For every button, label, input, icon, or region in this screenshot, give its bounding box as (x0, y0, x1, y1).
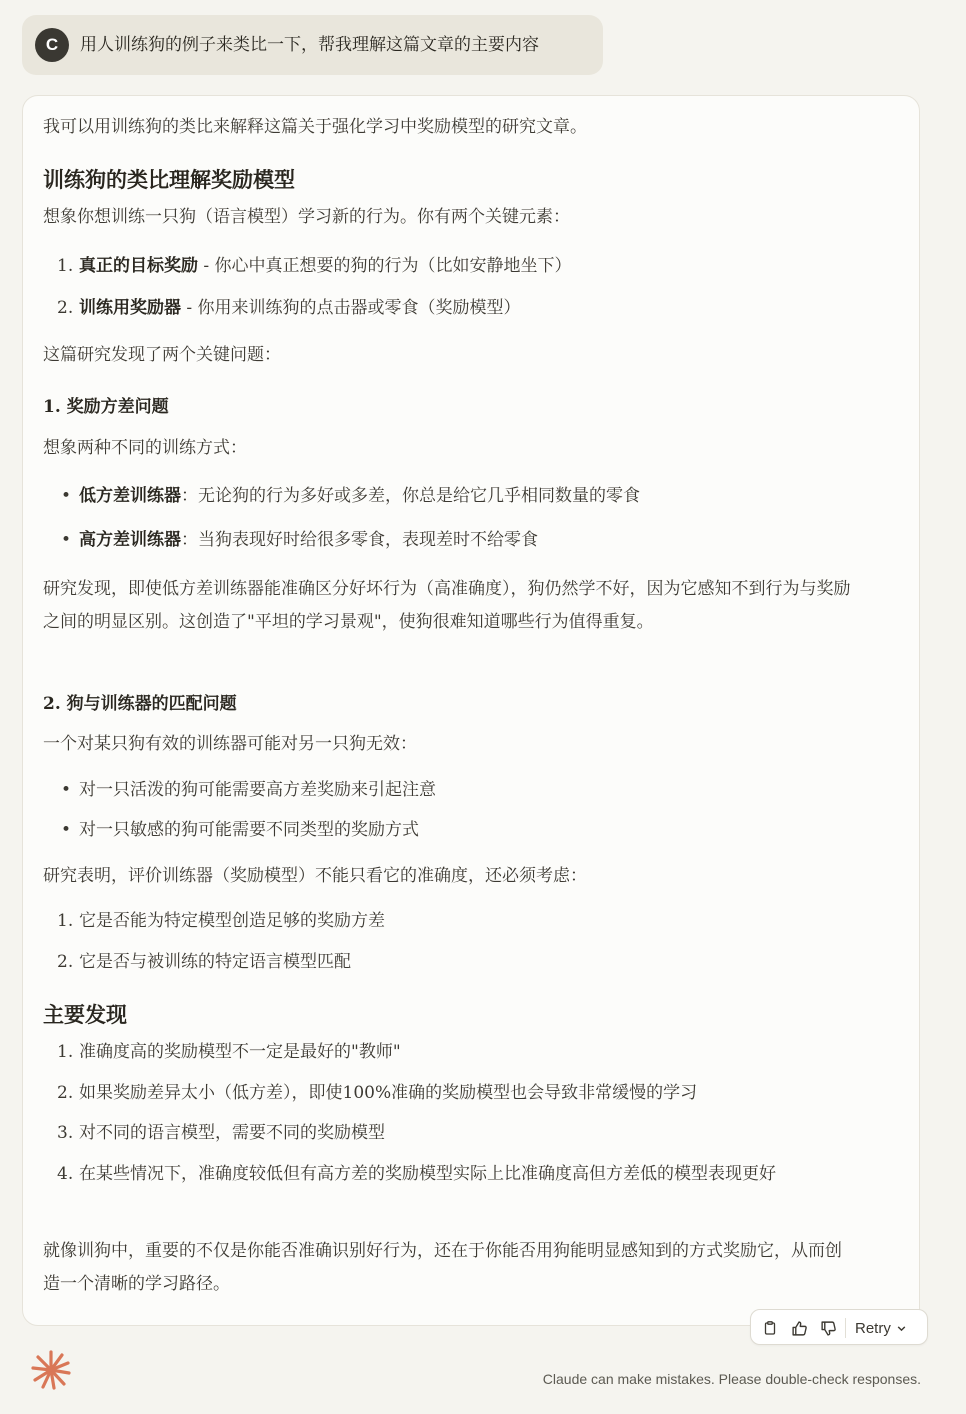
issue1-intro: 想象两种不同的训练方式： (43, 438, 247, 458)
bullet-text: 对一只活泼的狗可能需要高方差奖励来引起注意 (79, 780, 436, 800)
list-number: 2. (57, 952, 74, 972)
message-action-bar (750, 1309, 928, 1345)
list-item-bold: 真正的目标奖励 (79, 256, 198, 276)
disclaimer-text: Claude can make mistakes. Please double-check responses. (542, 1371, 921, 1387)
list-item-bold: 训练用奖励器 (79, 298, 181, 318)
list-number: 4. (57, 1164, 74, 1184)
bullet-bold: 高方差训练器 (79, 530, 181, 550)
bullet-bold: 低方差训练器 (79, 486, 181, 506)
user-message-bubble (22, 15, 603, 75)
clipboard-icon (762, 1320, 778, 1336)
thumbs-down-button[interactable] (817, 1317, 839, 1339)
heading-findings: 主要发现 (43, 1002, 127, 1027)
list-item-text: 它是否与被训练的特定语言模型匹配 (79, 952, 351, 972)
user-avatar: C (35, 28, 69, 62)
copy-button[interactable] (759, 1317, 781, 1339)
finding-4 (43, 1162, 883, 1232)
list-number: 3. (57, 1123, 74, 1143)
list-number: 1. (57, 256, 74, 276)
issue1-conclusion: 研究发现，即使低方差训练器能准确区分好坏行为（高准确度），狗仍然学不好，因为它感知不到行为与奖励之间的明显区别。这创造了"平坦的学习景观"，使狗很难知道哪些行为值得重复。 (43, 579, 851, 632)
claude-logo-icon (30, 1349, 72, 1391)
thumbs-up-icon (791, 1320, 808, 1337)
list-number: 2. (57, 1083, 74, 1103)
list-item-text: 如果奖励差异太小（低方差），即使100%准确的奖励模型也会导致非常缓慢的学习 (79, 1083, 698, 1103)
issue2-consider: 研究表明，评价训练器（奖励模型）不能只看它的准确度，还必须考虑： (43, 866, 587, 886)
retry-button[interactable] (855, 1316, 907, 1340)
bullet-text: ：无论狗的行为多好或多差，你总是给它几乎相同数量的零食 (181, 486, 640, 506)
bullet-text: 对一只敏感的狗可能需要不同类型的奖励方式 (79, 820, 419, 840)
list-item-text: 它是否能为特定模型创造足够的奖励方差 (79, 911, 385, 931)
user-message-text: 用人训练狗的例子来类比一下，帮我理解这篇文章的主要内容 (80, 35, 539, 55)
list-number: 1. (57, 1042, 74, 1062)
list-item-text: - 你心中真正想要的狗的行为（比如安静地坐下） (198, 256, 572, 276)
bullet-text: ：当狗表现好时给很多零食，表现差时不给零食 (181, 530, 538, 550)
issue2-intro: 一个对某只狗有效的训练器可能对另一只狗无效： (43, 734, 417, 754)
response-intro: 我可以用训练狗的类比来解释这篇关于强化学习中奖励模型的研究文章。 (43, 117, 587, 137)
list-item-text: - 你用来训练狗的点击器或零食（奖励模型） (181, 298, 521, 318)
issue2-title: 2. 狗与训练器的匹配问题 (43, 694, 237, 714)
thumbs-down-icon (820, 1320, 837, 1337)
imagine-paragraph: 想象你想训练一只狗（语言模型）学习新的行为。你有两个关键元素： (43, 207, 570, 227)
list-item-text: 对不同的语言模型，需要不同的奖励模型 (79, 1123, 385, 1143)
retry-label: Retry (855, 1319, 891, 1337)
list-number: 2. (57, 298, 74, 318)
list-item-text: 在某些情况下，准确度较低但有高方差的奖励模型实际上比准确度高但方差低的模型表现更好 (79, 1164, 776, 1184)
list-number: 1. (57, 911, 74, 931)
list-item-text: 准确度高的奖励模型不一定是最好的"教师" (79, 1042, 401, 1062)
chevron-down-icon (896, 1323, 907, 1334)
found-intro: 这篇研究发现了两个关键问题： (43, 345, 281, 365)
issue1-title: 1. 奖励方差问题 (43, 397, 169, 417)
action-divider (845, 1318, 846, 1338)
heading-analogy: 训练狗的类比理解奖励模型 (43, 167, 295, 192)
closing-paragraph: 就像训狗中，重要的不仅是你能否准确识别好行为，还在于你能否用狗能明显感知到的方式奖励它，从而创造一个清晰的学习路径。 (43, 1241, 842, 1294)
thumbs-up-button[interactable] (788, 1317, 810, 1339)
assistant-response-card: 我可以用训练狗的类比来解释这篇关于强化学习中奖励模型的研究文章。 训练狗的类比理解奖励模型 想象你想训练一只狗（语言模型）学习新的行为。你有两个关键元素： 1. 真正的目标奖励 - 你心中真正想要的狗的行为（比如安静地坐下） 2. 训练用奖励器 - 你用来训练狗的点击器或零食（奖励模型） 这篇研究发现了两个关键问题： 1. 奖励方差问题 想象两种不同的训练方式： • 低方差训练器：无论狗的行为多好或多差，你总是给它几乎相同数量的零食 • 高方差训练器：当狗表现好时给很多零食，表现差时不给零食 研究发现，即使低方差训练器能准确区分好坏行为（高准确度），狗仍然学不好，因为它感知不到行为与奖励之间的明显区别。这创造了"平坦的学习景观"，使狗很难知道哪些行为值得重复。 2. 狗与训练器的匹配问题 一个对某只狗有效的训练器可能对另一只狗无效： • 对一只活泼的狗可能需要高方差奖励来引起注意 • 对一只敏感的狗可能需要不同类型的奖励方式 研究表明，评价训练器（奖励模型）不能只看它的准确度，还必须考虑： 1. 它是否能为特定模型创造足够的奖励方差 2. 它是否与被训练的特定语言模型匹配 主要发现 1. 准确度高的奖励模型不一定是最好的"教师" 2. 如果奖励差异太小（低方差），即使100%准确的奖励模型也会导致非常缓慢的学习 3. 对不同的语言模型，需要不同的奖励模型 4. 在某些情况下，准确度较低但有高方差的奖励模型实际上比准确度高但方差低的模型表现更好 就像训狗中，重要的不仅是你能否准确识别好行为，还在于你能否用狗能明显感知到的方式奖励它，从而创造一个清晰的学习路径。 (22, 95, 920, 1326)
